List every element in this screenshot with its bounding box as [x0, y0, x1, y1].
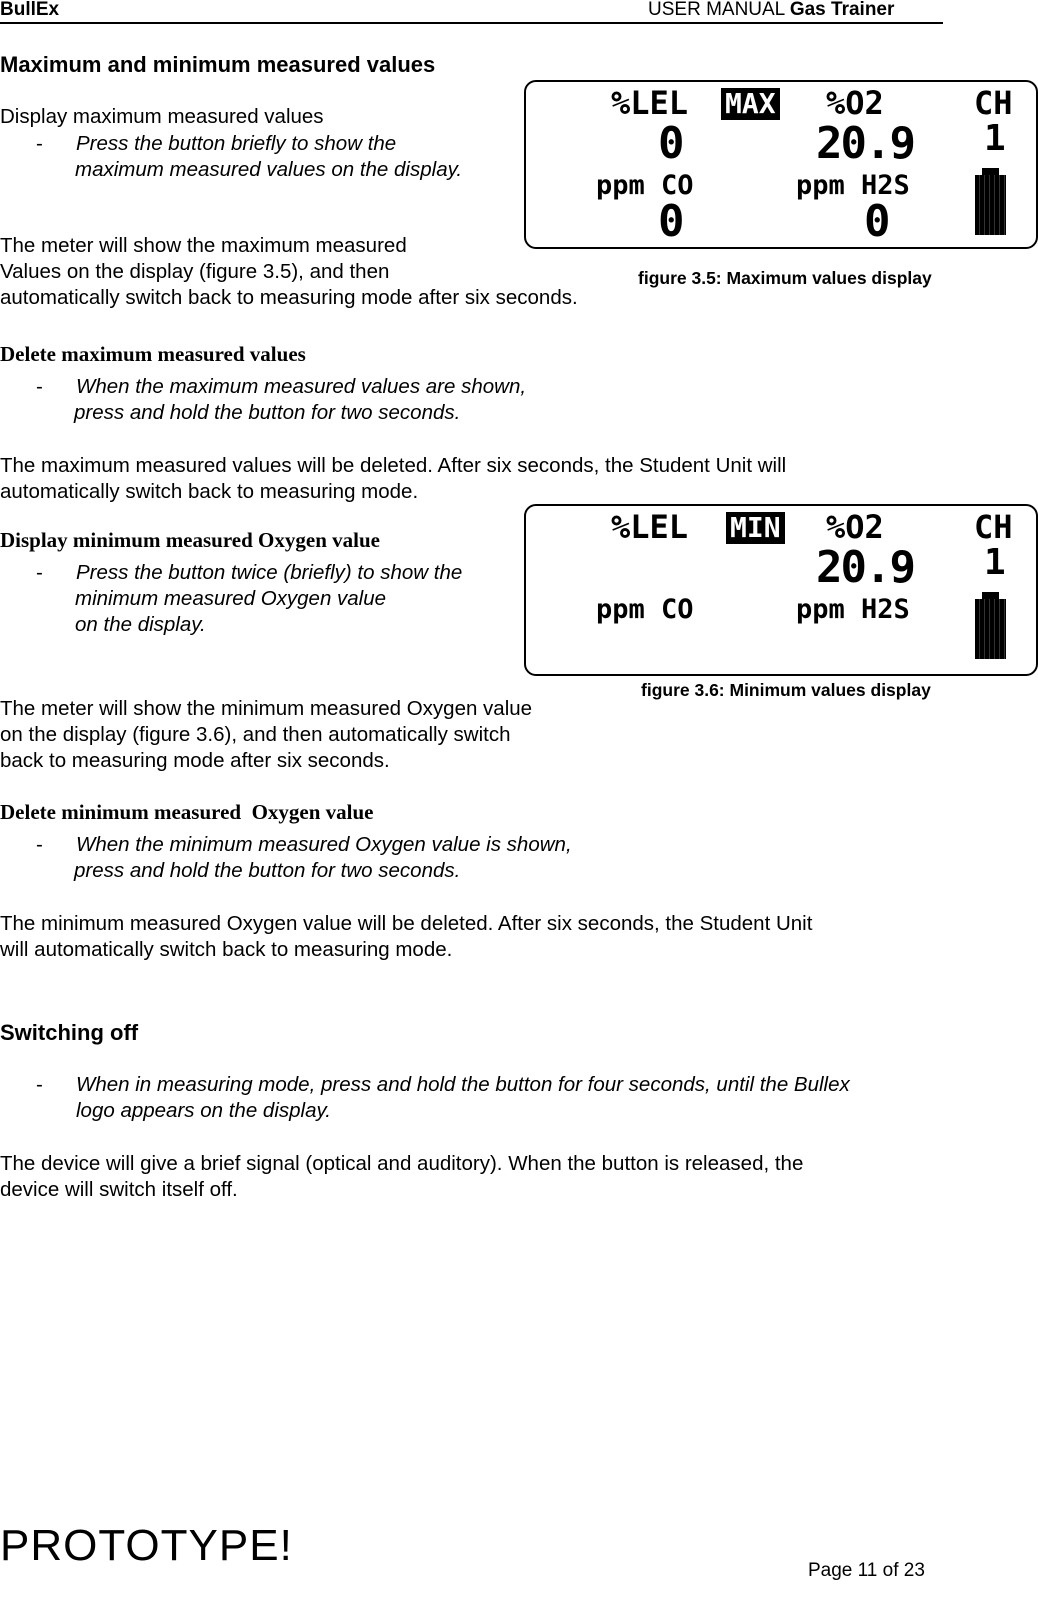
switch-off-bullet	[0, 1072, 960, 1128]
delete-max-heading: Delete maximum measured values	[0, 342, 306, 366]
display-max-bullet	[0, 131, 500, 191]
brand-name: BullEx	[0, 0, 60, 20]
co-value: 0	[658, 196, 685, 247]
display-min-body-line: on the display (figure 3.6), and then automatically switch	[0, 723, 511, 746]
bullet-line: press and hold the button for two seconds.	[74, 859, 461, 882]
o2-label: %O2	[826, 508, 884, 546]
max-mode-badge: MAX	[721, 88, 780, 120]
bullet-line: press and hold the button for two seconds.	[74, 401, 461, 424]
lel-label: %LEL	[611, 84, 689, 122]
o2-value: 20.9	[816, 118, 914, 169]
delete-min-body-line: will automatically switch back to measuring mode.	[0, 938, 453, 961]
bullet-dash: -	[36, 1073, 43, 1096]
manual-label: USER MANUAL	[648, 0, 785, 20]
channel-value: 1	[984, 118, 1006, 159]
delete-max-bullet	[0, 374, 600, 430]
product-name: Gas Trainer	[789, 0, 895, 20]
h2s-value: 0	[864, 196, 891, 247]
bullet-dash: -	[36, 561, 43, 584]
channel-value: 1	[984, 542, 1006, 583]
manual-title	[648, 0, 894, 21]
co-label: ppm CO	[596, 170, 694, 201]
switch-off-body-line: device will switch itself off.	[0, 1178, 238, 1201]
bullet-line: on the display.	[75, 613, 206, 636]
o2-value: 20.9	[816, 542, 914, 593]
delete-min-body-line: The minimum measured Oxygen value will be deleted. After six seconds, the Student Unit	[0, 912, 813, 935]
co-label: ppm CO	[596, 594, 694, 625]
bullet-line: logo appears on the display.	[76, 1099, 331, 1122]
display-max-body-line: The meter will show the maximum measured	[0, 234, 407, 257]
h2s-label: ppm H2S	[796, 594, 910, 625]
bullet-line: Press the button twice (briefly) to show the	[76, 561, 463, 584]
bullet-line: maximum measured values on the display.	[75, 158, 463, 181]
o2-label: %O2	[826, 84, 884, 122]
bullet-line: Press the button briefly to show the	[76, 132, 397, 155]
section-title-switching-off: Switching off	[0, 1020, 139, 1045]
channel-label: CH	[974, 84, 1013, 122]
display-min-body-line: The meter will show the minimum measured Oxygen value	[0, 697, 533, 720]
bullet-line: When the maximum measured values are shown,	[76, 375, 527, 398]
display-max-body-line: Values on the display (figure 3.5), and then	[0, 260, 390, 283]
h2s-label: ppm H2S	[796, 170, 910, 201]
page-number: Page 11 of 23	[808, 1560, 925, 1581]
bullet-line: When in measuring mode, press and hold the button for four seconds, until the Bullex	[76, 1073, 850, 1096]
switch-off-body-line: The device will give a brief signal (optical and auditory). When the button is released, the	[0, 1152, 804, 1175]
bullet-line: When the minimum measured Oxygen value is shown,	[76, 833, 572, 856]
bullet-dash: -	[36, 833, 43, 856]
delete-max-body-line: automatically switch back to measuring mode.	[0, 480, 419, 503]
lcd-min-display	[524, 504, 1038, 676]
bullet-dash: -	[36, 375, 43, 398]
delete-min-heading: Delete minimum measured Oxygen value	[0, 800, 374, 824]
display-min-heading: Display minimum measured Oxygen value	[0, 528, 380, 552]
bullet-dash: -	[36, 132, 43, 155]
figure-caption-min: figure 3.6: Minimum values display	[641, 680, 931, 700]
delete-min-bullet	[0, 832, 640, 888]
min-mode-badge: MIN	[726, 512, 785, 544]
prototype-watermark: PROTOTYPE!	[0, 1521, 293, 1570]
battery-icon	[975, 175, 1006, 235]
section-title-max-min: Maximum and minimum measured values	[0, 52, 436, 77]
display-min-body-line: back to measuring mode after six seconds.	[0, 749, 390, 772]
delete-max-body-line: The maximum measured values will be deleted. After six seconds, the Student Unit will	[0, 454, 787, 477]
battery-icon	[975, 599, 1006, 659]
figure-caption-max: figure 3.5: Maximum values display	[638, 268, 932, 288]
display-max-heading: Display maximum measured values	[0, 105, 324, 128]
header-rule	[0, 22, 943, 24]
lel-value: 0	[658, 118, 685, 169]
lel-label: %LEL	[611, 508, 689, 546]
display-max-body-line: automatically switch back to measuring mode after six seconds.	[0, 286, 578, 309]
channel-label: CH	[974, 508, 1013, 546]
display-min-bullet	[0, 560, 520, 642]
bullet-line: minimum measured Oxygen value	[75, 587, 387, 610]
lcd-max-display	[524, 80, 1038, 249]
